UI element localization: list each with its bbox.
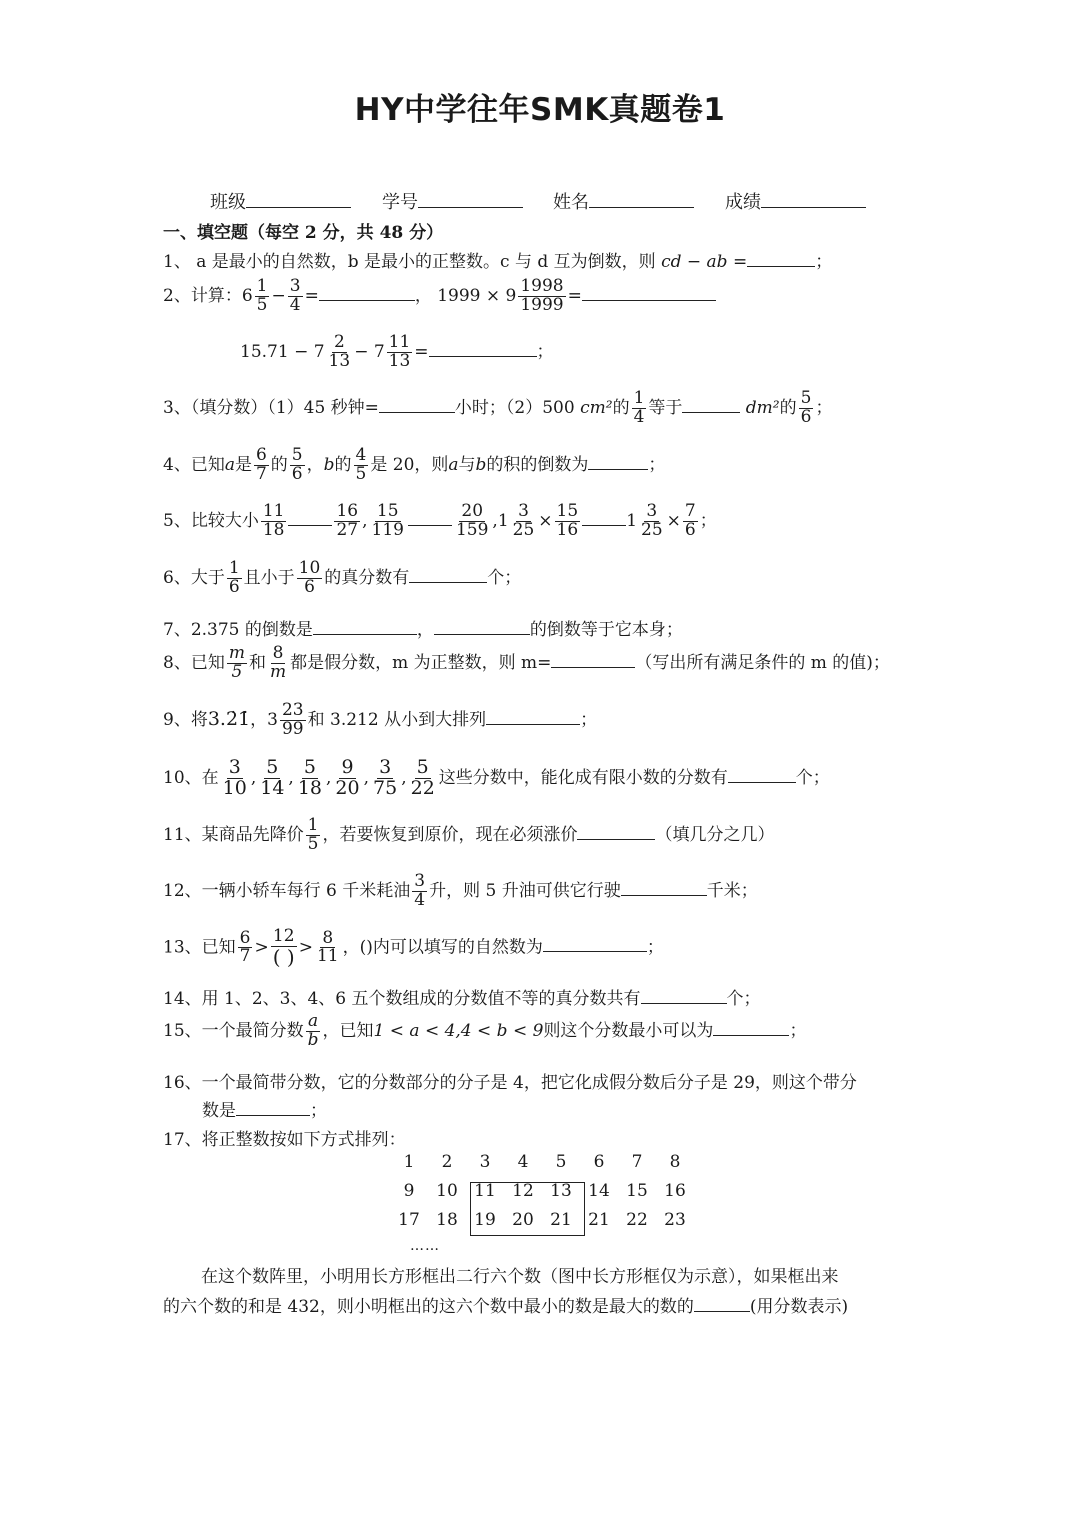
q3-blank-1[interactable] (379, 394, 455, 413)
question-16-line2 (202, 1096, 327, 1121)
class-blank[interactable] (246, 189, 351, 208)
comma: , (362, 510, 368, 531)
q16-end: ； (310, 1101, 327, 1121)
question-6 (163, 560, 521, 597)
question-5 (163, 503, 717, 540)
fraction (371, 758, 399, 799)
q1-blank[interactable] (747, 248, 815, 267)
q9-b: ，3 (250, 709, 278, 730)
question-7 (163, 615, 683, 640)
q4-var-a: a (224, 454, 235, 475)
numerator: 3 (646, 501, 658, 521)
numerator: 3 (379, 756, 392, 778)
fraction (632, 390, 647, 427)
denominator: 22 (410, 776, 435, 799)
numerator: 11 (262, 501, 285, 521)
q11-a: 11、某商品先降价 (163, 824, 304, 845)
numerator: 7 (684, 501, 696, 521)
q10-a: 10、在 (163, 767, 219, 788)
q11-b: ，若要恢复到原价，现在必须涨价 (322, 824, 578, 845)
fraction (271, 928, 297, 968)
name-blank[interactable] (589, 189, 694, 208)
q3-b: 小时；（2）500 (454, 397, 575, 418)
q13-end: ； (646, 937, 664, 958)
denominator: 5 (231, 661, 243, 682)
fraction (334, 503, 360, 540)
numerator: 3 (414, 871, 426, 891)
denominator: 7 (255, 463, 267, 484)
q7-c: 的倒数等于它本身； (529, 620, 683, 640)
times-sign: × (538, 510, 553, 531)
q3-c: 的 (612, 397, 630, 418)
fraction (387, 334, 413, 371)
denominator: 5 (307, 833, 319, 854)
denominator: 7 (239, 946, 251, 967)
minus-sign: − (271, 285, 286, 306)
fraction (296, 758, 324, 799)
question-3 (163, 390, 832, 427)
array-cell: 1 (403, 1152, 415, 1172)
denominator: 6 (684, 519, 696, 540)
q15-blank[interactable] (713, 1017, 789, 1036)
array-cell: 10 (436, 1181, 458, 1201)
q5-a: 5、比较大小 (163, 510, 259, 531)
fraction (370, 503, 406, 540)
q5-whole: 1 (626, 510, 638, 531)
fraction (306, 817, 321, 854)
q17-para-line1: 在这个数阵里，小明用长方形框出二行六个数（图中长方形框仅为示意），如果框出来 (201, 1267, 839, 1287)
question-4 (163, 447, 665, 484)
q2-blank-2[interactable] (582, 282, 716, 301)
denominator: 16 (556, 519, 579, 540)
numerator: 1 (256, 276, 268, 296)
score-blank[interactable] (761, 189, 866, 208)
denominator: 25 (641, 519, 663, 540)
numerator: 5 (291, 445, 303, 465)
numerator: 15 (376, 501, 399, 521)
numerator: 1 (228, 558, 240, 578)
fraction (354, 447, 369, 484)
section-heading: 一、填空题（每空 2 分，共 48 分） (163, 223, 444, 243)
question-8 (163, 645, 890, 682)
q10-b: 这些分数中，能化成有限小数的分数有 (438, 767, 728, 788)
denominator: m (269, 661, 287, 682)
denominator: 27 (336, 519, 359, 540)
fraction (258, 758, 286, 799)
array-cell: 21 (550, 1210, 572, 1230)
name-field (553, 188, 694, 214)
q17-para2: 的六个数的和是 432，则小明框出的这六个数中最小的数是最大的数的 (163, 1297, 694, 1317)
numerator: 8 (272, 643, 284, 663)
q15-c: 则这个分数最小可以为 (543, 1020, 714, 1041)
numerator: 9 (341, 756, 354, 778)
number-field (382, 188, 523, 214)
fraction (683, 503, 698, 540)
fraction (518, 278, 565, 315)
numerator: 10 (298, 558, 321, 578)
q4-d: ， (306, 454, 324, 475)
denominator: 6 (291, 463, 303, 484)
question-2 (163, 278, 716, 315)
array-cell: 12 (512, 1181, 534, 1201)
class-field (210, 188, 351, 214)
numerator: 2 (333, 332, 345, 352)
q2-line2-a: 15.71 − 7 (240, 341, 325, 362)
denominator[interactable]: ( ) (272, 944, 295, 969)
equals-sign: = (414, 341, 429, 362)
array-cell: 7 (631, 1152, 643, 1172)
fraction (227, 645, 247, 682)
numerator: m (228, 643, 245, 663)
denominator: 14 (260, 776, 285, 799)
q15-condition: 1 < a < 4,4 < b < 9 (373, 1020, 544, 1041)
fraction (327, 334, 353, 371)
q7-blank-2[interactable] (434, 616, 530, 635)
q2-line2-b: − 7 (354, 341, 385, 362)
array-cell: 17 (398, 1210, 420, 1230)
question-15 (163, 1013, 806, 1050)
denominator: 4 (414, 889, 426, 910)
numerator: 1 (633, 388, 645, 408)
q4-a: 4、已知 (163, 454, 225, 475)
q4-var-b2: b (475, 454, 487, 475)
q2-blank-3[interactable] (429, 338, 537, 357)
q17-blank[interactable] (694, 1293, 750, 1312)
denominator: 5 (256, 294, 268, 315)
q4-f: 是 20，则 (370, 454, 449, 475)
number-blank[interactable] (418, 189, 523, 208)
class-label: 班级 (210, 192, 246, 213)
denominator: 1999 (520, 294, 564, 315)
q13-blank[interactable] (543, 933, 647, 952)
denominator: 75 (373, 776, 398, 799)
denominator: 6 (228, 576, 240, 597)
numerator: 20 (461, 501, 484, 521)
fraction (254, 447, 269, 484)
fraction (255, 278, 270, 315)
q13-a: 13、已知 (163, 937, 236, 958)
greater-than: > (298, 937, 313, 958)
question-12 (163, 873, 758, 910)
array-cell: 14 (588, 1181, 610, 1201)
numerator: 3 (228, 756, 241, 778)
question-17: 17、将正整数按如下方式排列： (163, 1130, 406, 1150)
question-2-line2 (240, 334, 554, 371)
fraction (288, 278, 303, 315)
denominator: 20 (335, 776, 360, 799)
fraction (221, 758, 249, 799)
denominator: 11 (316, 946, 339, 967)
array-cell: 13 (550, 1181, 572, 1201)
question-9 (163, 702, 597, 739)
q4-g: 与 (458, 454, 476, 475)
denominator: 6 (304, 576, 315, 597)
denominator: 18 (262, 519, 285, 540)
q17-para-line2 (163, 1292, 923, 1322)
q4-h: 的积的倒数为 (486, 454, 589, 475)
q3-unit-dm2: dm² (745, 397, 780, 418)
denominator: 119 (371, 519, 404, 540)
q15-b: ，已知 (322, 1020, 374, 1041)
fraction (290, 447, 305, 484)
q8-a: 8、已知 (163, 652, 225, 673)
array-cell: 6 (593, 1152, 605, 1172)
score-label: 成绩 (725, 192, 761, 213)
numerator: 11 (388, 332, 411, 352)
array-cell: 11 (474, 1181, 496, 1201)
numerator: 5 (416, 756, 429, 778)
array-cell: 16 (664, 1181, 686, 1201)
numerator: 23 (281, 700, 304, 720)
q2-blank-1[interactable] (319, 282, 415, 301)
array-cell: 5 (555, 1152, 567, 1172)
fraction (412, 873, 427, 910)
q8-blank[interactable] (551, 649, 635, 668)
fraction (639, 503, 665, 540)
q9-repeating-decimal: 3.2̇1̇ (207, 707, 251, 730)
array-continuation: …… (410, 1238, 440, 1254)
denominator: 159 (455, 519, 489, 540)
array-cell: 19 (474, 1210, 496, 1230)
numerator: 4 (355, 445, 367, 465)
q16-line2: 数是 (202, 1101, 236, 1121)
numerator: 16 (336, 501, 359, 521)
numerator: 5 (303, 756, 316, 778)
numerator: 5 (800, 388, 812, 408)
q5-end: ； (699, 510, 717, 531)
q4-var-a2: a (448, 454, 459, 475)
q16-blank[interactable] (236, 1097, 310, 1116)
denominator: 5 (355, 463, 367, 484)
fraction (454, 503, 490, 540)
numerator: 5 (266, 756, 279, 778)
q11-blank[interactable] (577, 821, 655, 840)
q8-end: （写出所有满足条件的 m 的值)； (635, 652, 890, 673)
fraction (297, 560, 323, 597)
q7-blank-1[interactable] (313, 616, 417, 635)
q17-end: (用分数表示) (749, 1297, 849, 1317)
fraction (238, 927, 253, 967)
q9-end: ； (580, 709, 598, 730)
numerator: 3 (289, 276, 301, 296)
numerator: 1998 (520, 276, 564, 296)
numerator: 12 (272, 926, 295, 946)
q4-b: 是 (234, 454, 252, 475)
denominator: 6 (800, 406, 812, 427)
q5-blank-1[interactable] (288, 507, 332, 526)
fraction (511, 503, 537, 540)
array-cell: 8 (669, 1152, 681, 1172)
q6-end: 个； (487, 567, 522, 588)
q11-end: （填几分之几） (655, 824, 775, 845)
q15-a: 15、一个最简分数 (163, 1020, 304, 1041)
question-13 (163, 928, 664, 968)
numerator: 15 (556, 501, 579, 521)
question-16: 16、一个最简带分数，它的分数部分的分子是 4，把它化成假分数后分子是 29，则这个带分 (163, 1073, 857, 1093)
denominator: 25 (512, 519, 535, 540)
q2-end: ； (536, 341, 554, 362)
q13-b: ，()内可以填写的自然数为 (342, 937, 543, 958)
denominator: 4 (633, 406, 645, 427)
q3-e: 的 (779, 397, 797, 418)
array-cell: 9 (403, 1181, 415, 1201)
q1-expr: cd − ab = (661, 252, 748, 272)
numerator: 3 (518, 501, 529, 521)
array-cell: 2 (441, 1152, 453, 1172)
q15-end: ； (789, 1020, 807, 1041)
equals-sign: = (304, 285, 319, 306)
q8-b: 和 (248, 652, 266, 673)
q1-end: ； (815, 252, 833, 272)
fraction (409, 758, 437, 799)
array-cell: 18 (436, 1210, 458, 1230)
times-sign: × (666, 510, 681, 531)
q14-blank[interactable] (641, 985, 727, 1004)
denominator: b (307, 1029, 319, 1050)
comma: ， (414, 285, 432, 306)
q9-c: 和 3.212 从小到大排列 (307, 709, 487, 730)
q8-c: 都是假分数，m 为正整数，则 m= (290, 652, 552, 673)
score-field (725, 188, 866, 214)
number-label: 学号 (382, 192, 418, 213)
numerator: 1 (307, 815, 319, 835)
fraction (306, 1013, 321, 1050)
selection-rectangle (470, 1182, 585, 1236)
q3-unit-cm2: cm² (580, 397, 613, 418)
q2-prefix: 2、计算： (163, 285, 242, 306)
q10-blank[interactable] (728, 764, 796, 783)
q6-c: 的真分数有 (324, 567, 410, 588)
q12-end: 千米； (706, 880, 758, 901)
q4-e: 的 (334, 454, 352, 475)
q12-a: 12、一辆小轿车每行 6 千米耗油 (163, 880, 411, 901)
question-10: 10、在 $\frac{3}{10}$ , $\frac{5}{14}$ , $\frac{5}{18}$ , $\frac{9}{20}$ , $\frac{3}{75}$ , $\frac{5}{22}$ 这些分数中，能化成有限小数的分数有 个； (163, 756, 830, 799)
numerator: 6 (239, 927, 251, 948)
q14-end: 个； (726, 989, 761, 1009)
q2-whole: 6 (241, 285, 253, 306)
q5-sep: ,1 (492, 510, 509, 531)
equals-sign: = (567, 285, 582, 306)
q4-c: 的 (270, 454, 288, 475)
q3-a: 3、（填分数）（1）45 秒钟= (163, 397, 379, 418)
q7-a: 7、2.375 的倒数是 (163, 620, 313, 640)
q12-b: 升，则 5 升油可供它行驶 (429, 880, 621, 901)
q6-b: 且小于 (243, 567, 295, 588)
q3-end: ； (815, 397, 833, 418)
fraction (333, 758, 361, 799)
array-cell: 15 (626, 1181, 648, 1201)
array-cell: 4 (517, 1152, 529, 1172)
q5-blank-3[interactable] (582, 507, 626, 526)
q4-var-b: b (323, 454, 335, 475)
question-17-paragraph (163, 1262, 923, 1322)
fraction (555, 503, 581, 540)
numerator: a (308, 1011, 319, 1031)
numerator: 8 (322, 927, 334, 948)
fraction (315, 927, 341, 967)
denominator: 13 (388, 350, 411, 371)
fraction (799, 390, 814, 427)
fraction (280, 702, 306, 739)
array-cell: 3 (479, 1152, 491, 1172)
denominator: 18 (297, 776, 323, 799)
q10-end: 个； (795, 767, 830, 788)
q12-blank[interactable] (621, 877, 707, 896)
question-14 (163, 984, 761, 1009)
numerator: 6 (255, 445, 267, 465)
denominator: 10 (222, 776, 247, 799)
greater-than: > (254, 937, 269, 958)
fraction (261, 503, 287, 540)
q14-a: 14、用 1、2、3、4、6 五个数组成的分数值不等的真分数共有 (163, 989, 641, 1009)
fraction (227, 560, 242, 597)
fraction (268, 645, 288, 682)
q2-expr2: 1999 × 9 (437, 285, 517, 306)
q3-d: 等于 (648, 397, 683, 418)
q6-a: 6、大于 (163, 567, 225, 588)
q7-b: ， (416, 620, 434, 640)
q3-blank-2[interactable] (682, 394, 740, 413)
denominator: 4 (289, 294, 301, 315)
name-label: 姓名 (553, 192, 589, 213)
q5-blank-2[interactable] (408, 507, 452, 526)
page-title: HY中学往年SMK真题卷1 (354, 92, 726, 128)
array-cell: 22 (626, 1210, 648, 1230)
q1-text: 1、 a 是最小的自然数，b 是最小的正整数。c 与 d 互为倒数，则 (163, 252, 656, 272)
array-cell: 20 (512, 1210, 534, 1230)
question-1 (163, 247, 832, 272)
q4-end: ； (648, 454, 666, 475)
denominator: 13 (328, 350, 351, 371)
array-cell: 23 (664, 1210, 686, 1230)
denominator: 99 (281, 718, 304, 739)
q4-blank[interactable] (588, 451, 648, 470)
q6-blank[interactable] (409, 564, 487, 583)
q9-blank[interactable] (486, 706, 580, 725)
array-cell: 21 (588, 1210, 610, 1230)
question-11 (163, 817, 774, 854)
q9-a: 9、将 (163, 709, 208, 730)
